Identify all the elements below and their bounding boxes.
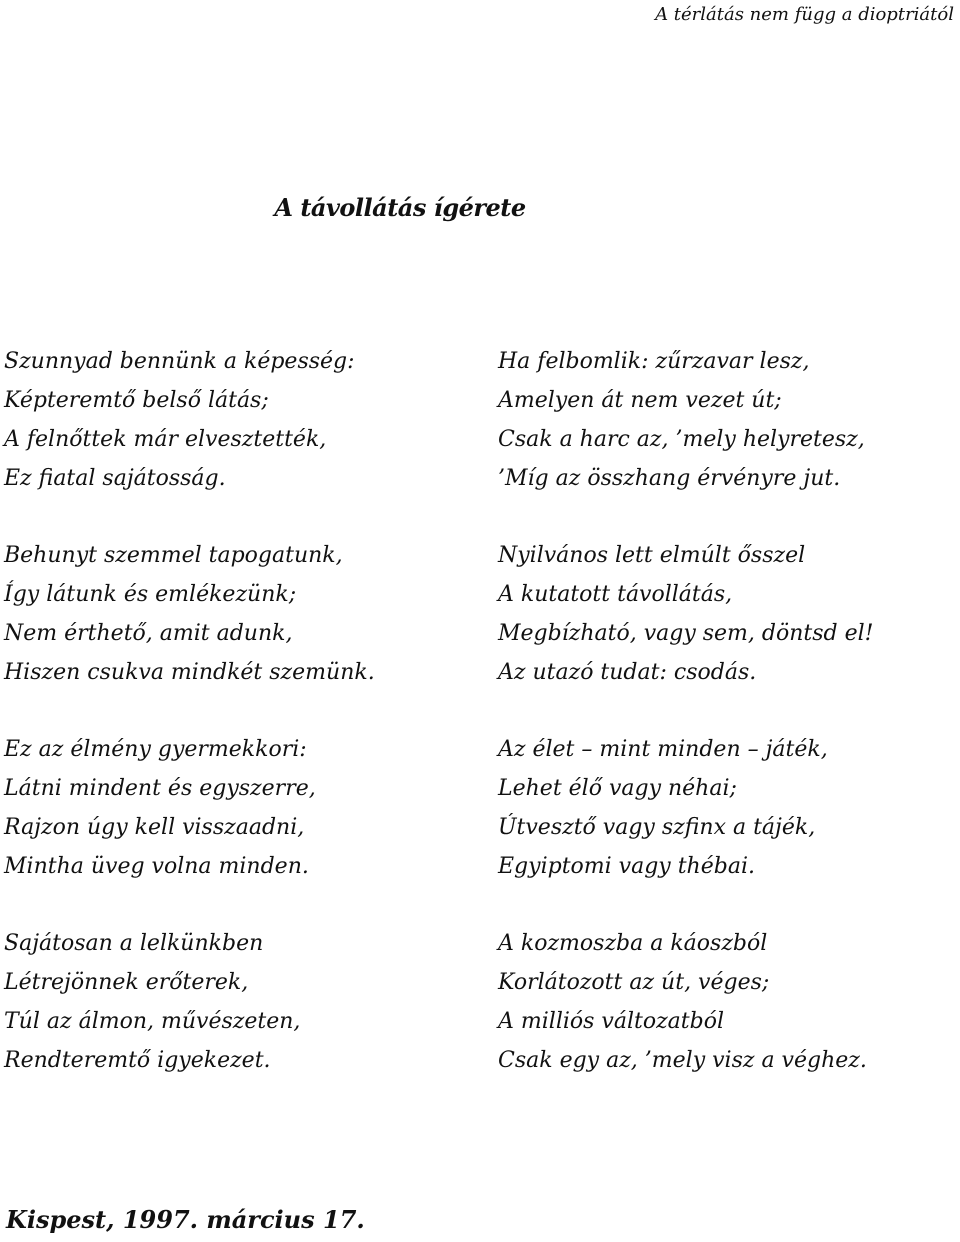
poem-line: Szunnyad bennünk a képesség: bbox=[4, 349, 355, 374]
poem-column-right bbox=[498, 342, 958, 1118]
poem-line: Hiszen csukva mindkét szemünk. bbox=[4, 660, 375, 685]
poem-line: Mintha üveg volna minden. bbox=[4, 854, 309, 879]
poem-line: Az élet – mint minden – játék, bbox=[498, 737, 828, 762]
poem-line: A kozmoszba a káoszból bbox=[498, 931, 768, 956]
signature-date: Kispest, 1997. március 17. bbox=[6, 1205, 365, 1234]
poem-line: Egyiptomi vagy thébai. bbox=[498, 854, 755, 879]
stanza bbox=[4, 342, 474, 498]
poem-line: Lehet élő vagy néhai; bbox=[498, 776, 737, 801]
poem-column-left bbox=[4, 342, 474, 1118]
stanza bbox=[4, 536, 474, 692]
poem-line: Ha felbomlik: zűrzavar lesz, bbox=[498, 349, 810, 374]
poem-line: Nem érthető, amit adunk, bbox=[4, 621, 293, 646]
poem-line: Nyilvános lett elmúlt ősszel bbox=[498, 543, 806, 568]
poem-title: A távollátás ígérete bbox=[274, 193, 526, 222]
poem-line: Megbízható, vagy sem, döntsd el! bbox=[498, 621, 874, 646]
stanza bbox=[498, 924, 958, 1080]
poem-line: Rajzon úgy kell visszaadni, bbox=[4, 815, 305, 840]
stanza bbox=[498, 730, 958, 886]
poem-line: Az utazó tudat: csodás. bbox=[498, 660, 757, 685]
stanza bbox=[4, 924, 474, 1080]
poem-line: Sajátosan a lelkünkben bbox=[4, 931, 264, 956]
poem-line: ’Míg az összhang érvényre jut. bbox=[498, 466, 841, 491]
poem-line: Rendteremtő igyekezet. bbox=[4, 1048, 271, 1073]
poem-line: Létrejönnek erőterek, bbox=[4, 970, 249, 995]
poem-line: Ez az élmény gyermekkori: bbox=[4, 737, 307, 762]
poem-line: Így látunk és emlékezünk; bbox=[4, 582, 297, 607]
stanza bbox=[498, 536, 958, 692]
poem-line: Korlátozott az út, véges; bbox=[498, 970, 770, 995]
poem-line: A felnőttek már elvesztették, bbox=[4, 427, 327, 452]
poem-line: Útvesztő vagy szfinx a tájék, bbox=[498, 815, 816, 840]
running-header: A térlátás nem függ a dioptriától bbox=[655, 4, 954, 25]
poem-line: Képteremtő belső látás; bbox=[4, 388, 269, 413]
poem-line: Látni mindent és egyszerre, bbox=[4, 776, 316, 801]
stanza bbox=[498, 342, 958, 498]
poem-line: Túl az álmon, művészeten, bbox=[4, 1009, 301, 1034]
poem-line: Csak a harc az, ’mely helyretesz, bbox=[498, 427, 865, 452]
poem-line: Csak egy az, ’mely visz a véghez. bbox=[498, 1048, 867, 1073]
poem-line: A kutatott távollátás, bbox=[498, 582, 733, 607]
stanza bbox=[4, 730, 474, 886]
poem-line: Ez fiatal sajátosság. bbox=[4, 466, 226, 491]
poem-line: Amelyen át nem vezet út; bbox=[498, 388, 782, 413]
poem-line: Behunyt szemmel tapogatunk, bbox=[4, 543, 343, 568]
poem-line: A milliós változatból bbox=[498, 1009, 724, 1034]
